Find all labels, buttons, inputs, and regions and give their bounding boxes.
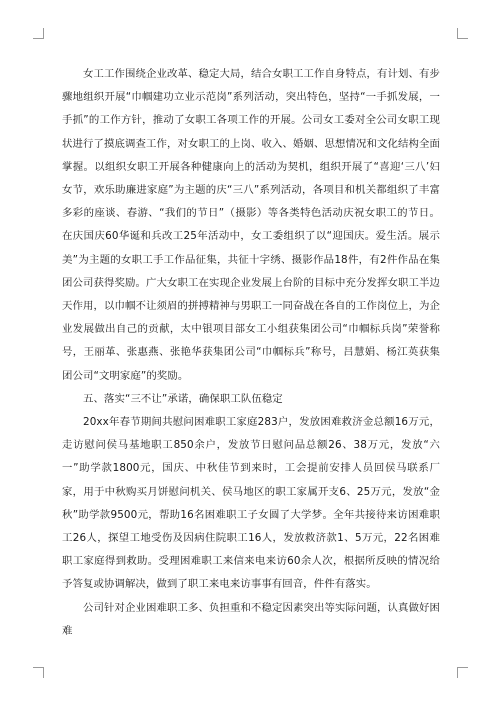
document-body — [62, 63, 440, 643]
paragraph-hardship-relief: 20xx年春节期间共慰问困难职工家庭283户，发放困难救济金总额16万元，走访慰问侯马基地职工850余户，发放节日慰问品总额26、38万元，发放“六一”助学款1800元，国庆、中秋佳节到来时，工会提前安排人员回侯马联系厂家，用于中秋购买月饼慰问机关、侯马地区的职工家属开支6、25万元，发放“金秋”助学款9500元，帮助16名困难职工子女圆了大学梦。全年共接待来访困难职工26人，探望工地受伤及因病住院职工16人，发放救济款1、5万元，22名困难职工家庭得到救助。受理困难职工来信来电来访60余人次，根据所反映的情况给予答复或协调解决，做到了职工来电来访事事有回音，件件有落实。 — [62, 416, 440, 591]
paragraph-company-measures: 公司针对企业困难职工多、负担重和不稳定因素突出等实际问题，认真做好困难 — [62, 601, 440, 637]
crop-mark-top-right — [457, 28, 468, 39]
crop-mark-top-left — [33, 28, 44, 39]
paragraph-womens-work: 女工工作围绕企业改革、稳定大局，结合女职工工作自身特点，有计划、有步骤地组织开展“巾帼建功立业示范岗”系列活动，突出特色，坚持“一手抓发展，一手抓”的工作方针，推动了女职工各项工作的开展。公司女工委对全公司女职工现状进行了摸底调查工作，对女职工的上岗、收入、婚姻、思想情况和文化结构全面掌握。以组织女职工开展各种健康向上的活动为契机，组织开展了“喜迎‘三八’妇女节，欢乐助廉进家庭”为主题的庆“三八”系列活动，各项目和机关都组织了丰富多彩的座谈、春游、“我们的节日”（摄影）等各类特色活动庆祝女职工的节日。在庆国庆60华诞和兵改工25年活动中，女工委组织了以“迎国庆。爱生活。展示美”为主题的女职工手工作品征集，共征十字绣、摄影作品18件，有2件作品在集团公司获得奖励。广大女职工在实现企业发展上台阶的目标中充分发挥女职工半边天作用，以巾帼不让须眉的拼搏精神与男职工一同奋战在各自的工作岗位上，为企业发展做出自己的贡献，太中银项目部女工小组获集团公司“巾帼标兵岗”荣誉称号，王丽革、张惠燕、张艳华获集团公司“巾帼标兵”称号，吕慧娟、杨江英获集团公司“文明家庭”的奖励。 — [62, 68, 440, 382]
section-heading-five: 五、落实“三不让”承诺，确保职工队伍稳定 — [83, 392, 283, 405]
crop-mark-bottom-left — [33, 667, 44, 678]
crop-mark-bottom-right — [457, 667, 468, 678]
